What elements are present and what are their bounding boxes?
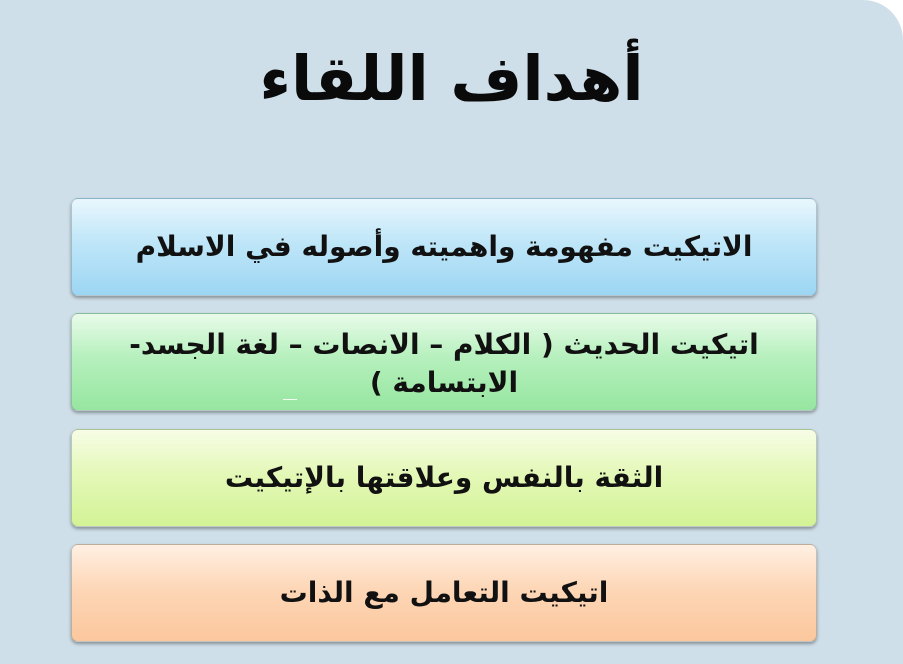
goal-item-3-text: الثقة بالنفس وعلاقتها بالإتيكيت (224, 461, 664, 495)
decorative-dash (283, 399, 297, 400)
goal-item-4-text: اتيكيت التعامل مع الذات (279, 576, 609, 610)
goal-item-2-text: اتيكيت الحديث ( الكلام – الانصات – لغة الجسد- الابتسامة ) (129, 328, 759, 399)
goal-item-3 (71, 429, 817, 527)
goal-item-2 (71, 313, 817, 411)
goal-item-1 (71, 198, 817, 296)
goal-item-1-text: الاتيكيت مفهومة واهميته وأصوله في الاسلام (135, 230, 753, 264)
slide-title: أهداف اللقاء (259, 42, 644, 115)
goal-item-4 (71, 544, 817, 642)
